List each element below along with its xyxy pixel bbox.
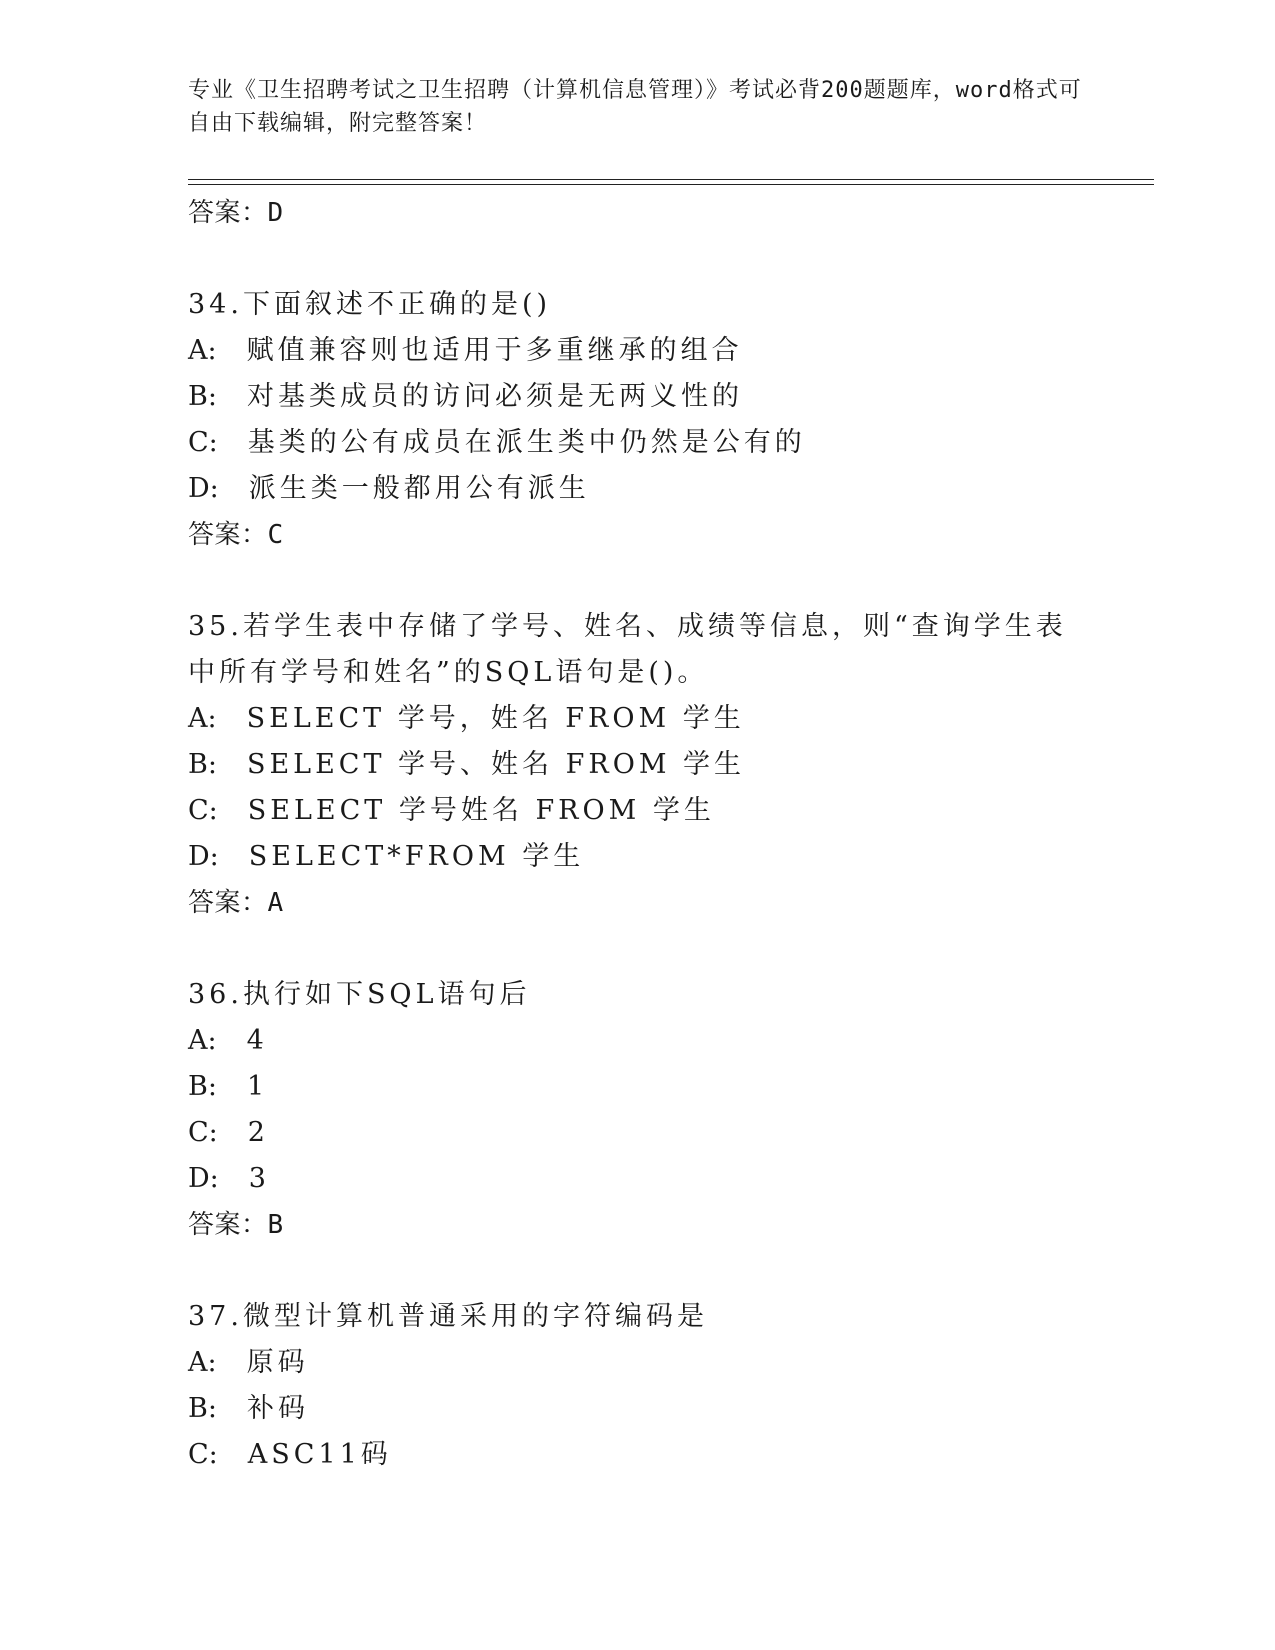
option-text: 2 (247, 1117, 269, 1148)
option-row (188, 1110, 1154, 1156)
option-letter: B: (188, 1071, 217, 1102)
option-row (188, 1432, 1154, 1478)
answer-line: 答案：A (188, 888, 284, 918)
question-block (188, 282, 1154, 558)
question-block (188, 972, 1154, 1248)
answer-line: 答案：D (188, 198, 284, 228)
option-text: SELECT 学号，姓名 FROM 学生 (246, 703, 745, 734)
option-row (188, 328, 1154, 374)
option-row (188, 1386, 1154, 1432)
option-letter: B: (188, 381, 217, 412)
option-letter: A: (188, 1347, 217, 1378)
header-divider-bottom (188, 184, 1154, 185)
option-letter: A: (188, 335, 217, 366)
option-text: 基类的公有成员在派生类中仍然是公有的 (247, 427, 806, 458)
option-row (188, 1064, 1154, 1110)
option-row (188, 1340, 1154, 1386)
option-letter: C: (188, 1117, 218, 1148)
question-text: 35.若学生表中存储了学号、姓名、成绩等信息，则“查询学生表中所有学号和姓名”的SQL语句是()。 (188, 611, 1067, 688)
option-row (188, 1156, 1154, 1202)
option-letter: B: (188, 749, 217, 780)
option-row (188, 1018, 1154, 1064)
option-text: 3 (248, 1163, 270, 1194)
option-text: SELECT*FROM 学生 (248, 841, 585, 872)
question-list (188, 190, 1154, 1524)
option-row (188, 374, 1154, 420)
option-letter: C: (188, 795, 218, 826)
option-text: 原码 (246, 1347, 309, 1378)
option-letter: A: (188, 703, 217, 734)
option-text: SELECT 学号、姓名 FROM 学生 (246, 749, 746, 780)
option-text: 1 (246, 1071, 269, 1102)
option-text: SELECT 学号姓名 FROM 学生 (247, 795, 715, 826)
option-letter: B: (188, 1393, 217, 1424)
option-letter: D: (188, 841, 219, 872)
option-letter: D: (188, 473, 219, 504)
option-text: 对基类成员的访问必须是无两义性的 (246, 381, 743, 412)
option-text: 4 (246, 1025, 268, 1056)
header-divider-top (188, 179, 1154, 180)
option-row (188, 788, 1154, 834)
option-letter: C: (188, 1439, 218, 1470)
question-text: 34.下面叙述不正确的是() (188, 289, 552, 320)
option-row (188, 420, 1154, 466)
question-text: 36.执行如下SQL语句后 (188, 979, 531, 1010)
document-header: 专业《卫生招聘考试之卫生招聘（计算机信息管理）》考试必背200题题库，word格式可自由下载编辑，附完整答案！ (188, 78, 1082, 136)
option-letter: C: (188, 427, 218, 458)
answer-line: 答案：B (188, 1210, 284, 1240)
option-row (188, 742, 1154, 788)
option-text: 派生类一般都用公有派生 (248, 473, 590, 504)
option-letter: D: (188, 1163, 219, 1194)
option-text: ASC11码 (247, 1439, 392, 1470)
option-row (188, 696, 1154, 742)
answer-line: 答案：C (188, 520, 284, 550)
option-letter: A: (188, 1025, 217, 1056)
option-text: 补码 (246, 1393, 309, 1424)
option-text: 赋值兼容则也适用于多重继承的组合 (246, 335, 743, 366)
option-row (188, 466, 1154, 512)
question-text: 37.微型计算机普通采用的字符编码是 (188, 1301, 708, 1332)
option-row (188, 834, 1154, 880)
question-block (188, 1294, 1154, 1478)
question-block (188, 604, 1154, 926)
